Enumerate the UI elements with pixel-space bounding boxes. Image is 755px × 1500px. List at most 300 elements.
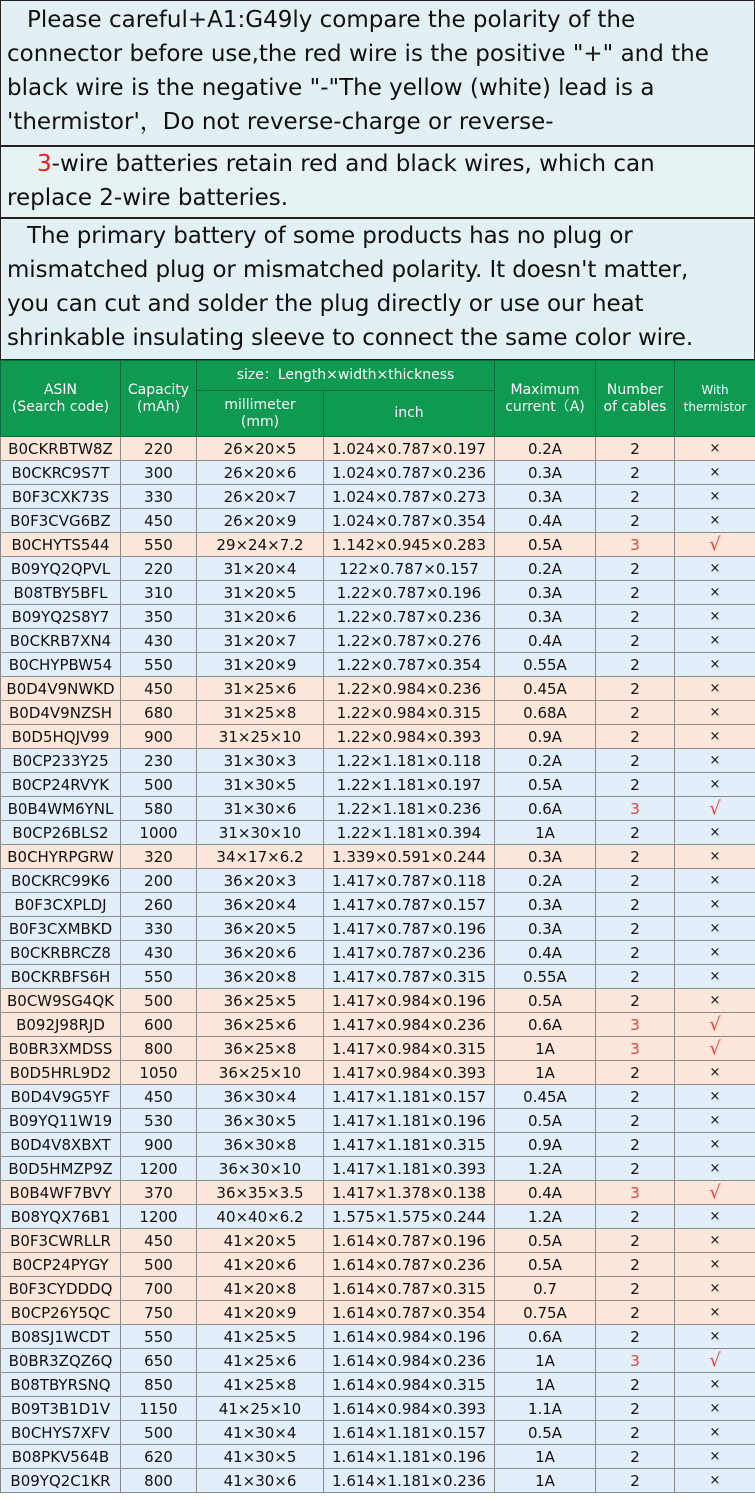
- table-row: [1, 653, 755, 677]
- cell-current: 1A: [495, 1349, 596, 1373]
- cell-capacity: 500: [121, 1253, 197, 1277]
- cell-capacity: 1050: [121, 1061, 197, 1085]
- cell-capacity: 500: [121, 989, 197, 1013]
- notice-three-wire: [0, 146, 755, 218]
- cell-current: 0.4A: [495, 509, 596, 533]
- table-row: [1, 437, 755, 461]
- cell-inch: 1.575×1.575×0.244: [324, 1205, 495, 1229]
- cell-cables: 2: [596, 701, 675, 725]
- cell-current: 0.3A: [495, 605, 596, 629]
- cell-capacity: 580: [121, 797, 197, 821]
- cell-cables: 2: [596, 941, 675, 965]
- cell-mm: 36×25×5: [197, 989, 324, 1013]
- cell-thermistor: ×: [675, 941, 755, 965]
- table-row: [1, 1373, 755, 1397]
- cell-mm: 31×30×5: [197, 773, 324, 797]
- cell-inch: 1.417×0.984×0.236: [324, 1013, 495, 1037]
- cell-mm: 41×25×10: [197, 1397, 324, 1421]
- cell-current: 0.45A: [495, 1085, 596, 1109]
- cell-inch: 1.417×1.181×0.393: [324, 1157, 495, 1181]
- header-size: size：Length×width×thickness: [197, 361, 495, 391]
- cell-current: 0.3A: [495, 845, 596, 869]
- cell-current: 0.6A: [495, 1325, 596, 1349]
- cell-thermistor: ×: [675, 725, 755, 749]
- cell-capacity: 370: [121, 1181, 197, 1205]
- cell-inch: 1.614×0.787×0.236: [324, 1253, 495, 1277]
- cell-current: 0.5A: [495, 1253, 596, 1277]
- cell-asin: B0F3CWRLLR: [1, 1229, 121, 1253]
- cell-current: 0.2A: [495, 437, 596, 461]
- cell-current: 1.2A: [495, 1205, 596, 1229]
- cell-current: 1A: [495, 1469, 596, 1493]
- cell-cables: 2: [596, 1109, 675, 1133]
- cell-current: 0.4A: [495, 629, 596, 653]
- cell-mm: 26×20×5: [197, 437, 324, 461]
- cell-thermistor: ×: [675, 845, 755, 869]
- notice-plug-line: you can cut and solder the plug directly or use our heat: [7, 291, 644, 317]
- cell-capacity: 850: [121, 1373, 197, 1397]
- cell-thermistor: ×: [675, 1469, 755, 1493]
- cell-inch: 1.614×0.984×0.393: [324, 1397, 495, 1421]
- table-row: [1, 749, 755, 773]
- cell-thermistor: ×: [675, 1061, 755, 1085]
- table-row: [1, 1301, 755, 1325]
- table-row: [1, 1157, 755, 1181]
- cell-cables: 2: [596, 461, 675, 485]
- cell-current: 0.3A: [495, 917, 596, 941]
- header-inch: inch: [324, 391, 495, 437]
- cell-capacity: 430: [121, 941, 197, 965]
- cell-mm: 34×17×6.2: [197, 845, 324, 869]
- cell-asin: B0CKRBRCZ8: [1, 941, 121, 965]
- cell-mm: 41×30×4: [197, 1421, 324, 1445]
- cell-mm: 26×20×9: [197, 509, 324, 533]
- cell-asin: B0F3CXMBKD: [1, 917, 121, 941]
- cell-thermistor: ×: [675, 653, 755, 677]
- cell-capacity: 620: [121, 1445, 197, 1469]
- cell-mm: 36×25×10: [197, 1061, 324, 1085]
- cell-current: 1A: [495, 1373, 596, 1397]
- notice-plug-line: shrinkable insulating sleeve to connect the same color wire.: [7, 325, 694, 351]
- cell-thermistor: ×: [675, 1085, 755, 1109]
- cell-asin: B0D5HQJV99: [1, 725, 121, 749]
- table-row: [1, 1253, 755, 1277]
- table-row: [1, 605, 755, 629]
- cell-asin: B0F3CXPLDJ: [1, 893, 121, 917]
- cell-current: 0.55A: [495, 653, 596, 677]
- cell-cables: 3: [596, 1013, 675, 1037]
- cell-cables: 2: [596, 917, 675, 941]
- cell-current: 0.5A: [495, 1109, 596, 1133]
- cell-cables: 2: [596, 1133, 675, 1157]
- cell-mm: 31×20×5: [197, 581, 324, 605]
- cell-cables: 2: [596, 485, 675, 509]
- cell-current: 0.6A: [495, 1013, 596, 1037]
- cell-inch: 1.417×1.181×0.157: [324, 1085, 495, 1109]
- cell-inch: 1.417×0.984×0.393: [324, 1061, 495, 1085]
- cell-mm: 36×30×10: [197, 1157, 324, 1181]
- notice-plug-line: mismatched plug or mismatched polarity. It doesn't matter,: [7, 257, 689, 283]
- cell-inch: 1.22×0.787×0.354: [324, 653, 495, 677]
- table-row: [1, 701, 755, 725]
- cell-asin: B0F3CYDDDQ: [1, 1277, 121, 1301]
- cell-cables: 3: [596, 533, 675, 557]
- cell-current: 1A: [495, 1445, 596, 1469]
- cell-mm: 36×20×3: [197, 869, 324, 893]
- cell-inch: 1.614×1.181×0.157: [324, 1421, 495, 1445]
- cell-current: 0.5A: [495, 1421, 596, 1445]
- cell-thermistor: ×: [675, 461, 755, 485]
- cell-cables: 2: [596, 605, 675, 629]
- cell-asin: B0CP24RVYK: [1, 773, 121, 797]
- cell-inch: 122×0.787×0.157: [324, 557, 495, 581]
- cell-capacity: 310: [121, 581, 197, 605]
- cell-cables: 3: [596, 1349, 675, 1373]
- cell-mm: 36×30×8: [197, 1133, 324, 1157]
- notice-polarity-line: Please careful+A1:G49ly compare the polarity of the: [27, 7, 636, 33]
- cell-current: 0.2A: [495, 557, 596, 581]
- cell-inch: 1.024×0.787×0.197: [324, 437, 495, 461]
- cell-mm: 41×20×8: [197, 1277, 324, 1301]
- cell-cables: 3: [596, 1037, 675, 1061]
- header-millimeter: millimeter (mm): [197, 391, 324, 437]
- table-row: [1, 1109, 755, 1133]
- cell-thermistor: √: [675, 1349, 755, 1373]
- cell-inch: 1.22×1.181×0.118: [324, 749, 495, 773]
- cell-inch: 1.024×0.787×0.354: [324, 509, 495, 533]
- battery-spec-table: [0, 360, 755, 1493]
- cell-cables: 2: [596, 821, 675, 845]
- cell-mm: 31×30×6: [197, 797, 324, 821]
- cell-capacity: 550: [121, 533, 197, 557]
- cell-asin: B09YQ2C1KR: [1, 1469, 121, 1493]
- notice-three-wire-line: [7, 147, 748, 181]
- table-row: [1, 1445, 755, 1469]
- cell-asin: B0CHYTS544: [1, 533, 121, 557]
- cell-inch: 1.22×0.787×0.196: [324, 581, 495, 605]
- cell-inch: 1.22×0.984×0.236: [324, 677, 495, 701]
- cell-asin: B09YQ2QPVL: [1, 557, 121, 581]
- cell-mm: 36×20×5: [197, 917, 324, 941]
- cell-thermistor: ×: [675, 773, 755, 797]
- cell-capacity: 800: [121, 1037, 197, 1061]
- table-row: [1, 821, 755, 845]
- header-cables: Number of cables: [596, 361, 675, 437]
- header-thermistor: With thermistor: [675, 361, 755, 437]
- cell-inch: 1.614×0.787×0.315: [324, 1277, 495, 1301]
- cell-asin: B08TBY5BFL: [1, 581, 121, 605]
- table-row: [1, 989, 755, 1013]
- cell-mm: 41×25×8: [197, 1373, 324, 1397]
- table-row: [1, 869, 755, 893]
- header-current: Maximum current（A): [495, 361, 596, 437]
- cell-thermistor: ×: [675, 1253, 755, 1277]
- table-row: [1, 845, 755, 869]
- cell-current: 0.5A: [495, 773, 596, 797]
- cell-current: 0.2A: [495, 749, 596, 773]
- cell-cables: 2: [596, 1301, 675, 1325]
- cell-capacity: 700: [121, 1277, 197, 1301]
- cell-inch: 1.614×0.984×0.315: [324, 1373, 495, 1397]
- cell-asin: B0CKRBTW8Z: [1, 437, 121, 461]
- cell-cables: 2: [596, 1421, 675, 1445]
- table-row: [1, 1469, 755, 1493]
- cell-capacity: 900: [121, 725, 197, 749]
- cell-asin: B0CP26Y5QC: [1, 1301, 121, 1325]
- cell-mm: 36×20×4: [197, 893, 324, 917]
- cell-thermistor: ×: [675, 1205, 755, 1229]
- cell-mm: 31×25×6: [197, 677, 324, 701]
- cell-thermistor: ×: [675, 1421, 755, 1445]
- cell-capacity: 230: [121, 749, 197, 773]
- cell-mm: 36×30×4: [197, 1085, 324, 1109]
- table-row: [1, 1085, 755, 1109]
- cell-mm: 36×25×8: [197, 1037, 324, 1061]
- table-row: [1, 1181, 755, 1205]
- cell-inch: 1.417×0.787×0.236: [324, 941, 495, 965]
- cell-mm: 41×30×5: [197, 1445, 324, 1469]
- cell-capacity: 550: [121, 653, 197, 677]
- cell-thermistor: ×: [675, 557, 755, 581]
- table-row: [1, 557, 755, 581]
- cell-cables: 3: [596, 797, 675, 821]
- cell-capacity: 680: [121, 701, 197, 725]
- table-row: [1, 917, 755, 941]
- cell-capacity: 430: [121, 629, 197, 653]
- table-row: [1, 1277, 755, 1301]
- cell-current: 0.75A: [495, 1301, 596, 1325]
- cell-thermistor: ×: [675, 1445, 755, 1469]
- cell-cables: 2: [596, 1205, 675, 1229]
- notice-plug-line: The primary battery of some products has no plug or: [27, 223, 633, 249]
- cell-current: 0.5A: [495, 989, 596, 1013]
- table-row: [1, 629, 755, 653]
- cell-thermistor: √: [675, 1013, 755, 1037]
- cell-mm: 31×30×10: [197, 821, 324, 845]
- table-row: [1, 461, 755, 485]
- cell-mm: 31×30×3: [197, 749, 324, 773]
- cell-cables: 2: [596, 893, 675, 917]
- cell-capacity: 500: [121, 773, 197, 797]
- cell-inch: 1.417×0.787×0.157: [324, 893, 495, 917]
- cell-mm: 41×25×6: [197, 1349, 324, 1373]
- cell-asin: B08PKV564B: [1, 1445, 121, 1469]
- cell-current: 1A: [495, 1061, 596, 1085]
- cell-thermistor: √: [675, 1037, 755, 1061]
- cell-thermistor: ×: [675, 965, 755, 989]
- cell-capacity: 200: [121, 869, 197, 893]
- cell-cables: 2: [596, 1277, 675, 1301]
- cell-asin: B0CKRBFS6H: [1, 965, 121, 989]
- table-row: [1, 1013, 755, 1037]
- cell-mm: 41×25×5: [197, 1325, 324, 1349]
- cell-mm: 26×20×7: [197, 485, 324, 509]
- cell-capacity: 220: [121, 437, 197, 461]
- cell-cables: 2: [596, 677, 675, 701]
- cell-asin: B092J98RJD: [1, 1013, 121, 1037]
- cell-thermistor: ×: [675, 1397, 755, 1421]
- cell-current: 0.3A: [495, 485, 596, 509]
- cell-cables: 2: [596, 557, 675, 581]
- cell-asin: B09YQ11W19: [1, 1109, 121, 1133]
- cell-cables: 2: [596, 1061, 675, 1085]
- table-row: [1, 893, 755, 917]
- cell-capacity: 300: [121, 461, 197, 485]
- cell-capacity: 530: [121, 1109, 197, 1133]
- cell-mm: 31×25×8: [197, 701, 324, 725]
- cell-mm: 31×20×6: [197, 605, 324, 629]
- table-row: [1, 485, 755, 509]
- cell-capacity: 750: [121, 1301, 197, 1325]
- cell-capacity: 350: [121, 605, 197, 629]
- cell-thermistor: ×: [675, 1109, 755, 1133]
- cell-thermistor: ×: [675, 605, 755, 629]
- cell-mm: 31×20×9: [197, 653, 324, 677]
- cell-thermistor: ×: [675, 485, 755, 509]
- cell-inch: 1.024×0.787×0.273: [324, 485, 495, 509]
- cell-mm: 31×20×7: [197, 629, 324, 653]
- table-row: [1, 509, 755, 533]
- cell-asin: B09T3B1D1V: [1, 1397, 121, 1421]
- cell-inch: 1.22×1.181×0.197: [324, 773, 495, 797]
- cell-cables: 2: [596, 869, 675, 893]
- cell-current: 0.9A: [495, 1133, 596, 1157]
- cell-inch: 1.614×0.984×0.236: [324, 1349, 495, 1373]
- cell-capacity: 220: [121, 557, 197, 581]
- table-row: [1, 533, 755, 557]
- table-row: [1, 1325, 755, 1349]
- cell-cables: 3: [596, 1181, 675, 1205]
- cell-asin: B0D4V9NWKD: [1, 677, 121, 701]
- cell-cables: 2: [596, 1325, 675, 1349]
- cell-asin: B0D4V9NZSH: [1, 701, 121, 725]
- cell-asin: B0F3CXK73S: [1, 485, 121, 509]
- cell-asin: B0B4WM6YNL: [1, 797, 121, 821]
- cell-asin: B0D5HMZP9Z: [1, 1157, 121, 1181]
- table-row: [1, 725, 755, 749]
- cell-thermistor: ×: [675, 989, 755, 1013]
- cell-asin: B0BR3XMDSS: [1, 1037, 121, 1061]
- cell-current: 0.3A: [495, 461, 596, 485]
- cell-inch: 1.614×0.787×0.354: [324, 1301, 495, 1325]
- cell-inch: 1.417×0.787×0.118: [324, 869, 495, 893]
- cell-asin: B0CKRB7XN4: [1, 629, 121, 653]
- cell-inch: 1.417×0.984×0.315: [324, 1037, 495, 1061]
- cell-inch: 1.22×0.984×0.315: [324, 701, 495, 725]
- cell-cables: 2: [596, 1373, 675, 1397]
- table-row: [1, 797, 755, 821]
- cell-capacity: 500: [121, 1421, 197, 1445]
- cell-mm: 41×30×6: [197, 1469, 324, 1493]
- cell-inch: 1.024×0.787×0.236: [324, 461, 495, 485]
- cell-inch: 1.614×1.181×0.236: [324, 1469, 495, 1493]
- cell-thermistor: ×: [675, 1157, 755, 1181]
- table-row: [1, 1133, 755, 1157]
- cell-cables: 2: [596, 1085, 675, 1109]
- cell-cables: 2: [596, 989, 675, 1013]
- cell-thermistor: ×: [675, 1301, 755, 1325]
- cell-asin: B0BR3ZQZ6Q: [1, 1349, 121, 1373]
- cell-asin: B0CHYS7XFV: [1, 1421, 121, 1445]
- cell-inch: 1.22×0.787×0.236: [324, 605, 495, 629]
- cell-capacity: 1150: [121, 1397, 197, 1421]
- table-row: [1, 1205, 755, 1229]
- cell-inch: 1.22×0.787×0.276: [324, 629, 495, 653]
- cell-thermistor: ×: [675, 1277, 755, 1301]
- cell-cables: 2: [596, 653, 675, 677]
- cell-thermistor: ×: [675, 1229, 755, 1253]
- table-row: [1, 1397, 755, 1421]
- cell-thermistor: ×: [675, 581, 755, 605]
- cell-capacity: 600: [121, 1013, 197, 1037]
- cell-current: 0.3A: [495, 893, 596, 917]
- three-wire-number: 3: [37, 151, 52, 177]
- table-row: [1, 1421, 755, 1445]
- table-row: [1, 941, 755, 965]
- cell-asin: B0CP26BLS2: [1, 821, 121, 845]
- cell-asin: B0F3CVG6BZ: [1, 509, 121, 533]
- cell-mm: 41×20×5: [197, 1229, 324, 1253]
- cell-mm: 36×30×5: [197, 1109, 324, 1133]
- cell-capacity: 450: [121, 1229, 197, 1253]
- cell-capacity: 550: [121, 965, 197, 989]
- cell-current: 0.4A: [495, 941, 596, 965]
- cell-mm: 36×25×6: [197, 1013, 324, 1037]
- cell-thermistor: √: [675, 1181, 755, 1205]
- cell-cables: 2: [596, 749, 675, 773]
- cell-thermistor: ×: [675, 437, 755, 461]
- table-row: [1, 1037, 755, 1061]
- cell-capacity: 330: [121, 485, 197, 509]
- cell-asin: B0CP24PYGY: [1, 1253, 121, 1277]
- cell-thermistor: ×: [675, 1325, 755, 1349]
- cell-inch: 1.614×0.787×0.196: [324, 1229, 495, 1253]
- table-row: [1, 1349, 755, 1373]
- cell-asin: B08SJ1WCDT: [1, 1325, 121, 1349]
- cell-thermistor: ×: [675, 677, 755, 701]
- cell-asin: B0B4WF7BVY: [1, 1181, 121, 1205]
- notice-polarity-line: black wire is the negative "-"The yellow (white) lead is a: [7, 75, 655, 101]
- cell-inch: 1.417×1.181×0.196: [324, 1109, 495, 1133]
- cell-current: 1A: [495, 1037, 596, 1061]
- cell-mm: 36×35×3.5: [197, 1181, 324, 1205]
- cell-capacity: 1200: [121, 1157, 197, 1181]
- cell-cables: 2: [596, 1157, 675, 1181]
- cell-cables: 2: [596, 629, 675, 653]
- cell-thermistor: ×: [675, 509, 755, 533]
- notice-polarity-line: connector before use,the red wire is the positive "+" and the: [7, 41, 709, 67]
- cell-cables: 2: [596, 1469, 675, 1493]
- cell-mm: 31×20×4: [197, 557, 324, 581]
- cell-cables: 2: [596, 1253, 675, 1277]
- cell-capacity: 650: [121, 1349, 197, 1373]
- cell-asin: B09YQ2S8Y7: [1, 605, 121, 629]
- cell-current: 0.2A: [495, 869, 596, 893]
- cell-asin: B0D5HRL9D2: [1, 1061, 121, 1085]
- cell-capacity: 330: [121, 917, 197, 941]
- cell-asin: B0D4V9G5YF: [1, 1085, 121, 1109]
- three-wire-text: -wire batteries retain red and black wires, which can: [51, 151, 655, 177]
- cell-asin: B0CKRC99K6: [1, 869, 121, 893]
- header-asin: ASIN (Search code): [1, 361, 121, 437]
- notice-plug: [0, 218, 755, 360]
- cell-cables: 2: [596, 773, 675, 797]
- cell-mm: 40×40×6.2: [197, 1205, 324, 1229]
- cell-thermistor: ×: [675, 917, 755, 941]
- cell-inch: 1.417×0.984×0.196: [324, 989, 495, 1013]
- cell-inch: 1.417×0.787×0.196: [324, 917, 495, 941]
- cell-cables: 2: [596, 845, 675, 869]
